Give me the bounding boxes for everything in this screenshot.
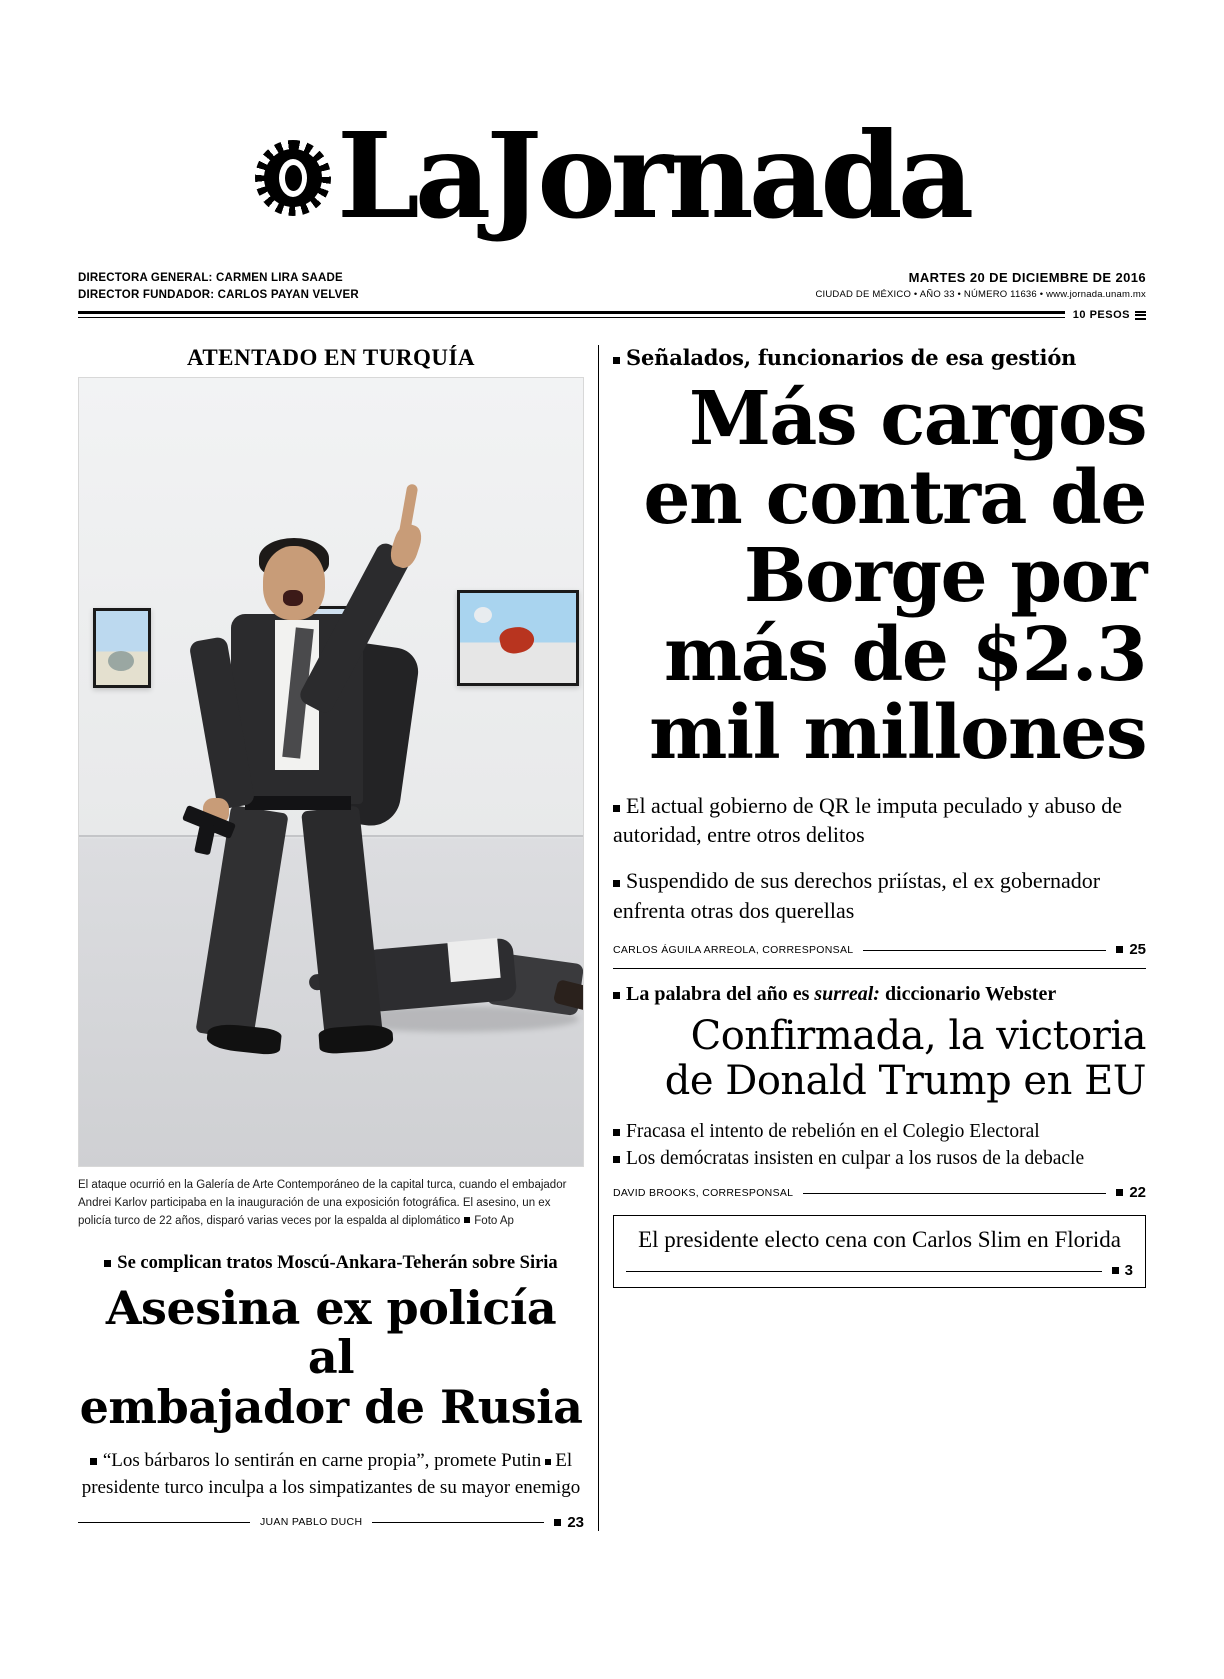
square-bullet-icon [104, 1260, 111, 1267]
masthead [78, 96, 1146, 256]
right-bullet-1 [613, 791, 1146, 850]
gunman-figure [197, 528, 457, 1108]
left-subkicker-text: Se complican tratos Moscú-Ankara-Teherán sobre Siria [117, 1252, 558, 1273]
artwork-frame-icon [93, 608, 151, 688]
square-bullet-icon [464, 1217, 470, 1223]
masthead-rules [78, 311, 1146, 331]
rule-thick [78, 311, 1146, 314]
byline-rule [863, 949, 1106, 951]
photo-credit: Foto Ap [474, 1214, 514, 1227]
byline-rule [803, 1192, 1106, 1194]
artwork-frame-icon [457, 590, 579, 686]
square-bullet-icon [90, 1458, 97, 1465]
masthead-date-block [815, 270, 1146, 300]
square-bullet-icon [613, 1156, 620, 1163]
column-divider [598, 345, 599, 1531]
right-headline-2-line-2: de Donald Trump en EU [664, 1058, 1146, 1105]
director-general: DIRECTORA GENERAL: CARMEN LIRA SAADE [78, 272, 343, 284]
page-title: LaJornada [336, 106, 970, 245]
boxed-brief-page-ref: 3 [1112, 1262, 1133, 1279]
content-columns [78, 345, 1146, 1531]
right-headline-line-1: Más cargos [688, 376, 1146, 463]
left-byline-row [78, 1514, 584, 1531]
left-deck-part2: El presidente turco inculpa a los simpatizantes de su mayor enemigo [81, 1449, 581, 1499]
price-label: 10 PESOS [1072, 309, 1130, 322]
square-bullet-icon [613, 880, 620, 887]
boxed-brief-title: El presidente electo cena con Carlos Slim en Florida [638, 1227, 1121, 1253]
right-bullets [613, 791, 1146, 926]
right-kicker-2-italic: surreal: [814, 983, 880, 1006]
right-headline-line-4: más de $2.3 [664, 611, 1146, 698]
masthead-directors [78, 270, 359, 303]
right-bullet-2 [613, 866, 1146, 925]
byline-rule [372, 1521, 544, 1523]
section-divider [613, 968, 1146, 969]
square-bullet-icon [554, 1519, 561, 1526]
right-list-item-1 [613, 1118, 1146, 1145]
square-bullet-icon [613, 805, 620, 812]
price-tag [1065, 309, 1146, 321]
edition-line: CIUDAD DE MÉXICO • AÑO 33 • NÚMERO 11636 • www.jornada.unam.mx [815, 289, 1146, 300]
right-headline-line-2: en contra de [643, 454, 1146, 541]
right-page-ref-1: 25 [1116, 941, 1146, 958]
right-kicker [613, 345, 1146, 370]
left-page-ref: 23 [554, 1514, 584, 1531]
photo-caption [78, 1177, 584, 1230]
left-headline-line-2: embajador de Rusia [79, 1380, 583, 1435]
right-kicker-2 [613, 983, 1146, 1006]
right-list-item-2 [613, 1145, 1146, 1172]
left-column [78, 345, 584, 1531]
right-list-item-1-text: Fracasa el intento de rebelión en el Colegio Electoral [626, 1120, 1040, 1142]
byline-rule [78, 1521, 250, 1523]
director-founder: DIRECTOR FUNDADOR: CARLOS PAYAN VELVER [78, 288, 359, 301]
right-bullet-1-text: El actual gobierno de QR le imputa peculado y abuso de autoridad, entre otros delitos [613, 792, 1123, 848]
right-kicker-2-post: diccionario Webster [879, 983, 1057, 1006]
byline-rule [626, 1270, 1102, 1272]
right-byline-2: DAVID BROOKS, CORRESPONSAL [613, 1186, 794, 1199]
right-list [613, 1118, 1146, 1173]
boxed-brief-footer [626, 1262, 1133, 1279]
square-bullet-icon [613, 1129, 620, 1136]
square-bullet-icon [1116, 1189, 1123, 1196]
left-subkicker [78, 1253, 584, 1274]
right-kicker-2-pre: La palabra del año es [626, 983, 815, 1006]
menu-bars-icon [1135, 311, 1146, 320]
right-byline-1: CARLOS ÁGUILA ARREOLA, CORRESPONSAL [613, 943, 854, 956]
square-bullet-icon [1112, 1267, 1119, 1274]
gear-logo-icon [255, 140, 331, 216]
left-headline-line-1: Asesina ex policía al [105, 1280, 557, 1385]
right-column [613, 345, 1146, 1531]
rule-thin [78, 317, 1146, 318]
boxed-brief [613, 1215, 1146, 1288]
left-deck [78, 1447, 584, 1502]
left-deck-part1: “Los bárbaros lo sentirán en carne propia”, promete Putin [102, 1449, 542, 1471]
photo-caption-text: El ataque ocurrió en la Galería de Arte Contemporáneo de la capital turca, cuando el embajador Andrei Karlov participaba en la inauguración de una exposición fotográfica. El asesino, un ex policía turco de 22 años, disparó varias veces por la espalda al diplomático [78, 1179, 567, 1227]
left-kicker: ATENTADO EN TURQUÍA [186, 345, 476, 371]
attack-photo [78, 377, 584, 1167]
right-byline-row-1 [613, 941, 1146, 958]
right-headline-2 [613, 1014, 1146, 1104]
left-byline: JUAN PABLO DUCH [260, 1516, 363, 1529]
left-headline [78, 1280, 584, 1435]
right-headline-line-5: mil millones [649, 690, 1146, 777]
issue-date: MARTES 20 DE DICIEMBRE DE 2016 [908, 270, 1146, 285]
square-bullet-icon [1116, 946, 1123, 953]
right-page-ref-2: 22 [1116, 1184, 1146, 1201]
right-headline-line-3: Borge por [743, 533, 1146, 620]
right-headline-2-line-1: Confirmada, la victoria [690, 1013, 1146, 1060]
right-headline [613, 376, 1146, 777]
square-bullet-icon [545, 1459, 551, 1465]
masthead-credits [78, 270, 1146, 303]
right-list-item-2-text: Los demócratas insisten en culpar a los rusos de la debacle [626, 1148, 1085, 1170]
square-bullet-icon [613, 357, 620, 364]
right-kicker-text: Señalados, funcionarios de esa gestión [626, 345, 1077, 371]
newspaper-front-page [0, 96, 1224, 1679]
right-bullet-2-text: Suspendido de sus derechos priístas, el ex gobernador enfrenta otras dos querellas [613, 867, 1101, 923]
square-bullet-icon [613, 992, 620, 999]
right-byline-row-2 [613, 1184, 1146, 1201]
